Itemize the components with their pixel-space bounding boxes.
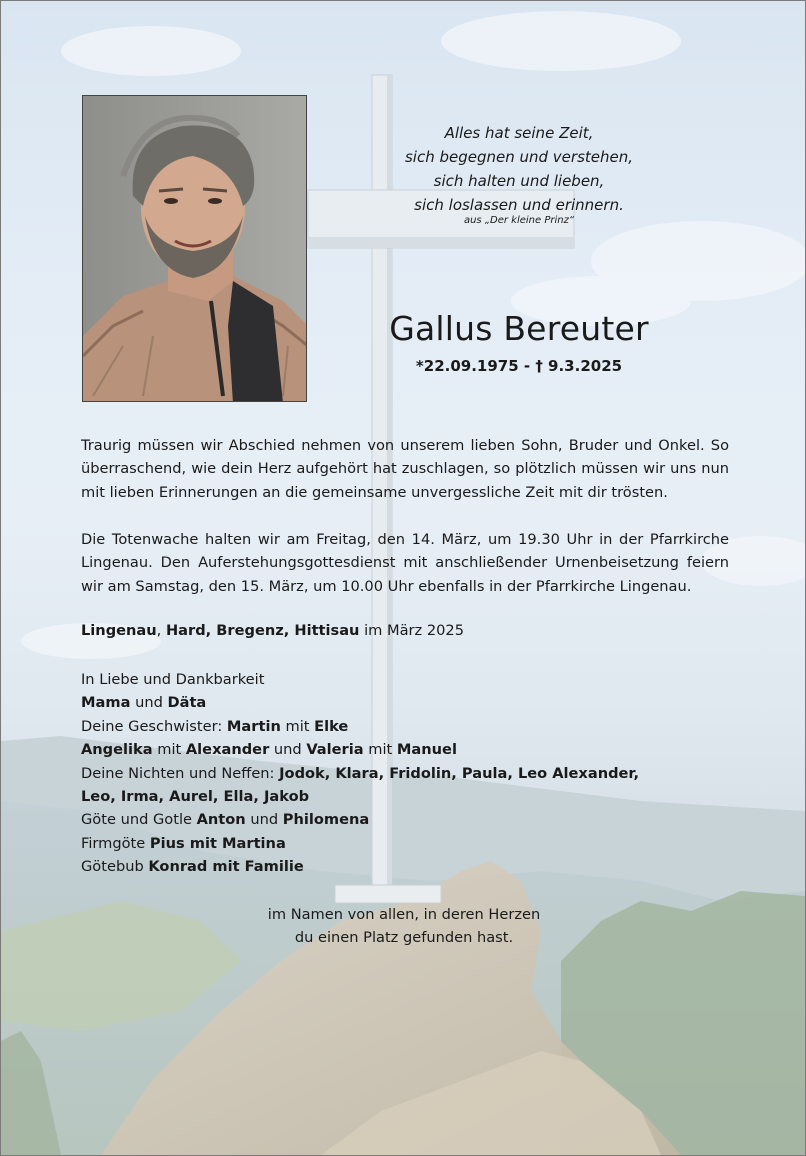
place-separator: , <box>156 622 166 639</box>
deceased-name: Gallus Bereuter <box>389 309 649 348</box>
family-connector: und <box>269 741 307 759</box>
quote-line: sich halten und lieben, <box>433 172 605 190</box>
family-name: Angelika <box>81 741 153 759</box>
quote-line: sich loslassen und erinnern. <box>414 196 624 214</box>
family-label: Deine Geschwister: <box>81 717 227 735</box>
life-dates: *22.09.1975 - † 9.3.2025 <box>415 357 623 375</box>
closing-line: du einen Platz gefunden hast. <box>294 929 514 947</box>
family-name: Elke <box>314 717 349 735</box>
family-line <box>81 832 721 855</box>
family-name: Pius mit Martina <box>149 834 286 852</box>
family-connector: mit <box>152 741 186 759</box>
family-line <box>81 855 721 878</box>
family-line <box>81 691 721 714</box>
ceremony-paragraph: Die Totenwache halten wir am Freitag, den 14. März, um 19.30 Uhr in der Pfarrkirche Lingenau. Den Auferstehungsgottesdienst mit anschließender Urnenbeisetzung feiern wir am Samstag, den 15. März, um 10.00 Uhr ebenfalls in der Pfarrkirche Lingenau. <box>81 531 729 595</box>
family-intro: In Liebe und Dankbarkeit <box>81 671 265 688</box>
family-line <box>81 715 721 738</box>
family-label: Firmgöte <box>81 834 150 852</box>
family-name: Martin <box>226 717 281 735</box>
quote-line: Alles hat seine Zeit, <box>444 124 594 142</box>
family-label: Götebub <box>81 858 149 876</box>
family-name: Leo, Irma, Aurel, Ella, Jakob <box>81 788 310 806</box>
family-connector: und <box>130 694 168 712</box>
family-label: Deine Nichten und Neffen: <box>81 764 280 782</box>
place-date: im März 2025 <box>359 622 464 639</box>
family-line <box>81 808 721 831</box>
closing-line: im Namen von allen, in deren Herzen <box>267 906 541 923</box>
quote-source: aus „Der kleine Prinz“ <box>463 215 575 226</box>
family-connector: mit <box>363 741 397 759</box>
family-list <box>81 668 721 879</box>
family-label: Göte und Gotle <box>81 811 197 829</box>
portrait-photo <box>82 95 307 402</box>
family-connector: und <box>245 811 283 829</box>
quote-line: sich begegnen und verstehen, <box>404 148 634 166</box>
closing-words <box>201 903 607 950</box>
family-line <box>81 738 721 761</box>
family-name: Philomena <box>282 811 370 829</box>
family-connector: mit <box>280 717 315 735</box>
family-line <box>81 785 721 808</box>
family-name: Alexander <box>185 741 270 759</box>
farewell-paragraph: Traurig müssen wir Abschied nehmen von unserem lieben Sohn, Bruder und Onkel. So überraschend, wie dein Herz aufgehört hat zuschlagen, so plötzlich müssen wir uns nun mit lieben Erinnerungen an die gemeinsame unvergessliche Zeit mit dir trösten. <box>81 437 729 501</box>
family-name: Jodok, Klara, Fridolin, Paula, Leo Alexander, <box>279 764 640 782</box>
family-name: Manuel <box>396 741 457 759</box>
family-name: Däta <box>167 694 207 712</box>
place-main: Lingenau <box>81 622 157 639</box>
quote-block <box>359 121 679 227</box>
family-name: Valeria <box>306 741 364 759</box>
place-others: Hard, Bregenz, Hittisau <box>165 622 360 639</box>
place-and-date <box>81 622 464 639</box>
family-name: Anton <box>196 811 246 829</box>
family-line <box>81 762 721 785</box>
family-name: Konrad mit Familie <box>148 858 304 876</box>
family-name: Mama <box>81 694 131 712</box>
